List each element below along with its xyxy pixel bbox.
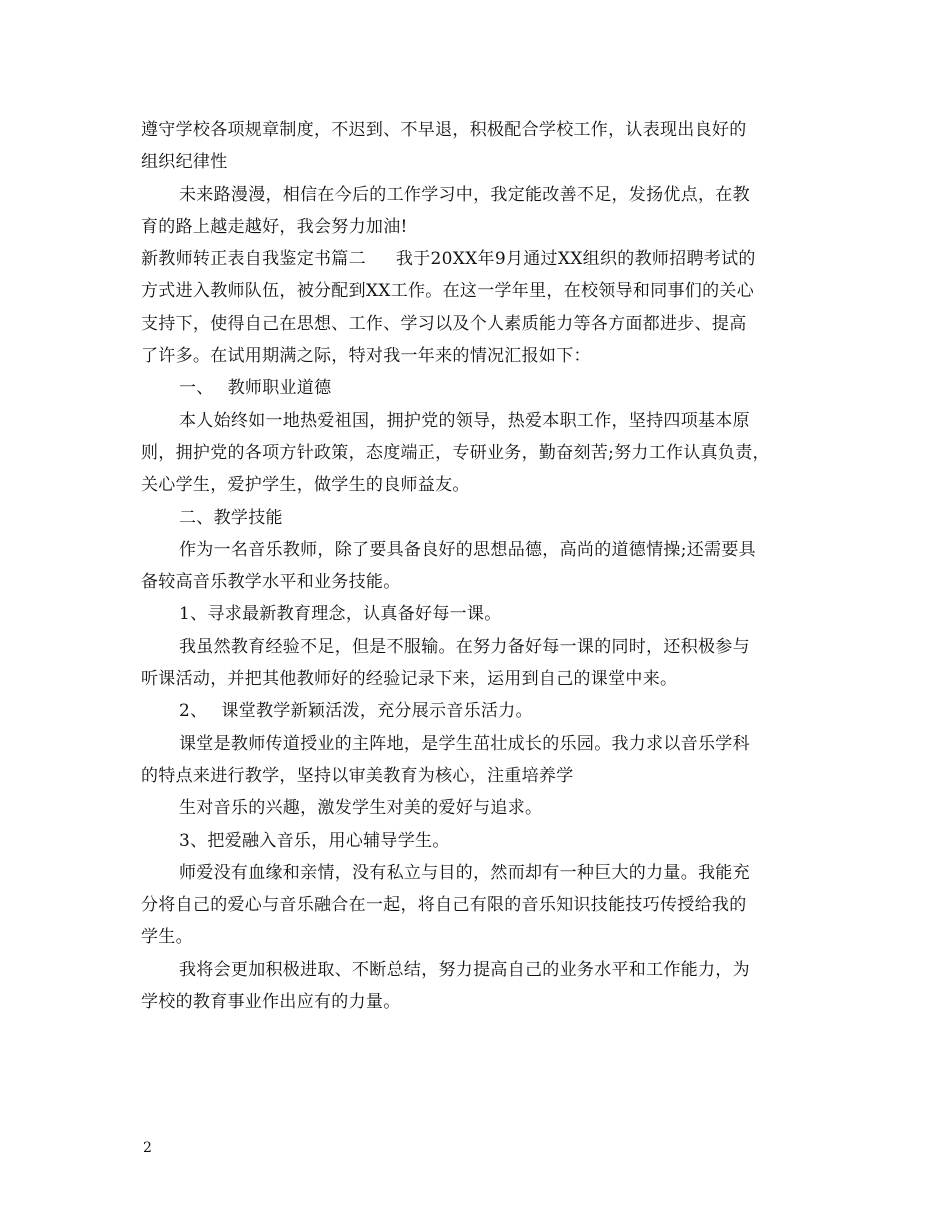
text-line: 听课活动，并把其他教师好的经验记录下来，运用到自己的课堂中来。	[141, 669, 678, 690]
document-body	[141, 114, 821, 1018]
text-line: 了许多。在试用期满之际，特对我一年来的情况汇报如下：	[141, 346, 591, 367]
text-line: 的特点来进行教学，坚持以审美教育为核心，注重培养学	[141, 765, 574, 786]
text-line: 我将会更加积极进取、不断总结，努力提高自己的业务水平和工作能力，为	[179, 959, 750, 980]
heading-number: 一、	[179, 378, 214, 399]
text-line: 分将自己的爱心与音乐融合在一起，将自己有限的音乐知识技能技巧传授给我的	[141, 895, 747, 916]
section-title: 新教师转正表自我鉴定书篇二	[141, 249, 366, 270]
heading-line	[141, 695, 821, 727]
text-line: 支持下，使得自己在思想、工作、学习以及个人素质能力等各方面都进步、提高	[141, 313, 747, 334]
text-run: 我于20XX年9月通过XX组织的教师招聘考试的	[395, 249, 756, 270]
text-line: 未来路漫漫，相信在今后的工作学习中，我定能改善不足，发扬优点，在教	[179, 184, 750, 205]
page-number: 2	[143, 1140, 152, 1156]
text-line: 本人始终如一地热爱祖国，拥护党的领导，热爱本职工作，坚持四项基本原	[179, 410, 750, 431]
heading-line: 二、教学技能	[179, 507, 283, 528]
text-line: 方式进入教师队伍，被分配到XX工作。在这一学年里，在校领导和同事们的关心	[141, 281, 755, 302]
text-line: 育的路上越走越好，我会努力加油!	[141, 216, 408, 237]
text-line: 组织纪律性	[141, 152, 228, 173]
text-line: 师爱没有血缘和亲情，没有私立与目的，然而却有一种巨大的力量。我能充	[179, 862, 750, 883]
text-line: 学生。	[141, 927, 193, 948]
heading-number: 2、	[179, 701, 208, 722]
heading-line: 3、把爱融入音乐，用心辅导学生。	[179, 830, 450, 851]
heading-line: 1、寻求最新教育理念，认真备好每一课。	[179, 604, 502, 625]
text-line: 学校的教育事业作出应有的力量。	[141, 992, 401, 1013]
text-line: 课堂是教师传道授业的主阵地，是学生茁壮成长的乐园。我力求以音乐学科	[179, 733, 750, 754]
section-title-line	[141, 243, 821, 275]
text-line: 关心学生，爱护学生，做学生的良师益友。	[141, 475, 470, 496]
text-line: 则，拥护党的各项方针政策，态度端正，专研业务，勤奋刻苦;努力工作认真负责，	[141, 442, 770, 463]
heading-text: 课堂教学新颖活泼，充分展示音乐活力。	[221, 701, 533, 722]
text-line: 我虽然教育经验不足，但是不服输。在努力备好每一课的同时，还积极参与	[179, 636, 750, 657]
text-line: 遵守学校各项规章制度，不迟到、不早退，积极配合学校工作，认表现出良好的	[141, 120, 747, 140]
text-line: 作为一名音乐教师，除了要具备良好的思想品德，高尚的道德情操;还需要具	[179, 539, 756, 560]
heading-text: 教师职业道德	[227, 378, 332, 399]
heading-line	[141, 372, 821, 404]
text-line: 生对音乐的兴趣，激发学生对美的爱好与追求。	[179, 798, 543, 819]
text-line: 备较高音乐教学水平和业务技能。	[141, 572, 401, 593]
